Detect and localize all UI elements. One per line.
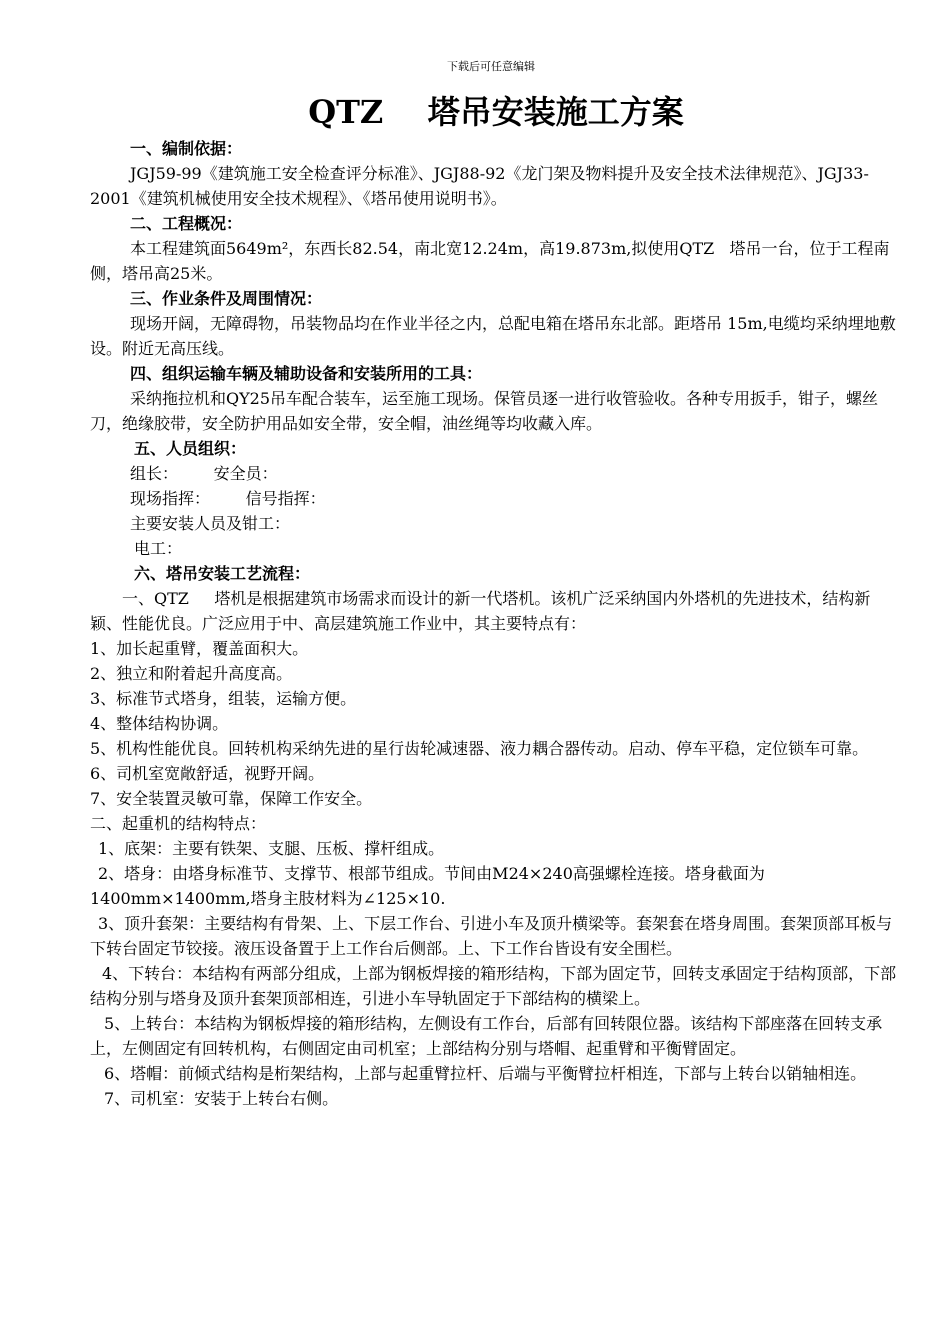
section-heading: 六、塔吊安装工艺流程：: [134, 564, 311, 583]
paragraph: 现场开阔，无障碍物，吊装物品均在作业半径之内，总配电箱在塔吊东北部。距塔吊 15m,电缆均采纳埋地敷设。附近无高压线。: [90, 314, 896, 358]
structure-item: 7、司机室：安装于上转台右侧。: [104, 1089, 339, 1108]
feature-item: 3、标准节式塔身，组装，运输方便。: [90, 689, 357, 708]
feature-item: 2、独立和附着起升高度高。: [90, 664, 293, 683]
section-heading: 二、工程概况：: [130, 214, 243, 233]
feature-item: 1、加长起重臂，覆盖面积大。: [90, 639, 309, 658]
section-heading: 四、组织运输车辆及辅助设备和安装所用的工具：: [130, 364, 483, 383]
personnel-line: 组长： 安全员：: [130, 464, 278, 483]
paragraph: 本工程建筑面5649m²，东西长82.54，南北宽12.24m，高19.873m,拟使用QTZ 塔吊一台，位于工程南侧，塔吊高25米。: [90, 239, 890, 283]
structure-item: 3、顶升套架：主要结构有骨架、上、下层工作台、引进小车及顶升横梁等。套架套在塔身周围。套架顶部耳板与下转台固定节铰接。液压设备置于上工作台后侧部。上、下工作台皆设有安全围栏。: [90, 914, 893, 958]
personnel-line: 电工：: [134, 539, 183, 558]
structure-item: 5、上转台：本结构为钢板焊接的箱形结构，左侧设有工作台，后部有回转限位器。该结构下部座落在回转支承上，左侧固定有回转机构，右侧固定由司机室；上部结构分别与塔帽、起重臂和平衡臂固定。: [90, 1014, 883, 1058]
feature-item: 5、机构性能优良。回转机构采纳先进的星行齿轮减速器、液力耦合器传动。启动、停车平稳，定位锁车可靠。: [90, 739, 869, 758]
document-title: QTZ 塔吊安装施工方案: [308, 93, 684, 131]
feature-item: 4、整体结构协调。: [90, 714, 229, 733]
section-heading: 一、编制依据：: [130, 139, 243, 158]
subsection-heading: 二、起重机的结构特点：: [90, 814, 267, 833]
section-heading: 五、人员组织：: [134, 439, 247, 458]
section-heading: 三、作业条件及周围情况：: [130, 289, 323, 308]
personnel-line: 现场指挥： 信号指挥：: [130, 489, 326, 508]
structure-item: 4、下转台：本结构有两部分组成，上部为钢板焊接的箱形结构，下部为固定节，回转支承固定于结构顶部，下部结构分别与塔身及顶升套架顶部相连，引进小车导轨固定于下部结构的横梁上。: [90, 964, 897, 1008]
structure-item: 1、底架：主要有铁架、支腿、压板、撑杆组成。: [98, 839, 445, 858]
structure-item: 2、塔身：由塔身标准节、支撑节、根部节组成。节间由M24×240高强螺栓连接。塔身截面为1400mm×1400mm,塔身主肢材料为∠125×10.: [90, 864, 765, 908]
structure-item: 6、塔帽：前倾式结构是桁架结构，上部与起重臂拉杆、后端与平衡臂拉杆相连，下部与上转台以销轴相连。: [104, 1064, 867, 1083]
paragraph: 采纳拖拉机和QY25吊车配合装车，运至施工现场。保管员逐一进行收管验收。各种专用扳手，钳子，螺丝刀，绝缘胶带，安全防护用品如安全带，安全帽，油丝绳等均收藏入库。: [90, 389, 879, 433]
feature-item: 6、司机室宽敞舒适，视野开阔。: [90, 764, 325, 783]
paragraph: JGJ59-99《建筑施工安全检查评分标准》、JGJ88-92《龙门架及物料提升及安全技术法律规范》、JGJ33-2001《建筑机械使用安全技术规程》、《塔吊使用说明书》。: [90, 164, 869, 208]
document-page: [90, 60, 902, 1111]
paragraph: 一、QTZ 塔机是根据建筑市场需求而设计的新一代塔机。该机广泛采纳国内外塔机的先进技术，结构新颖、性能优良。广泛应用于中、高层建筑施工作业中，其主要特点有：: [90, 589, 871, 633]
header-note: 下载后可任意编辑: [447, 60, 535, 73]
feature-item: 7、安全装置灵敏可靠，保障工作安全。: [90, 789, 373, 808]
personnel-line: 主要安装人员及钳工：: [130, 514, 291, 533]
